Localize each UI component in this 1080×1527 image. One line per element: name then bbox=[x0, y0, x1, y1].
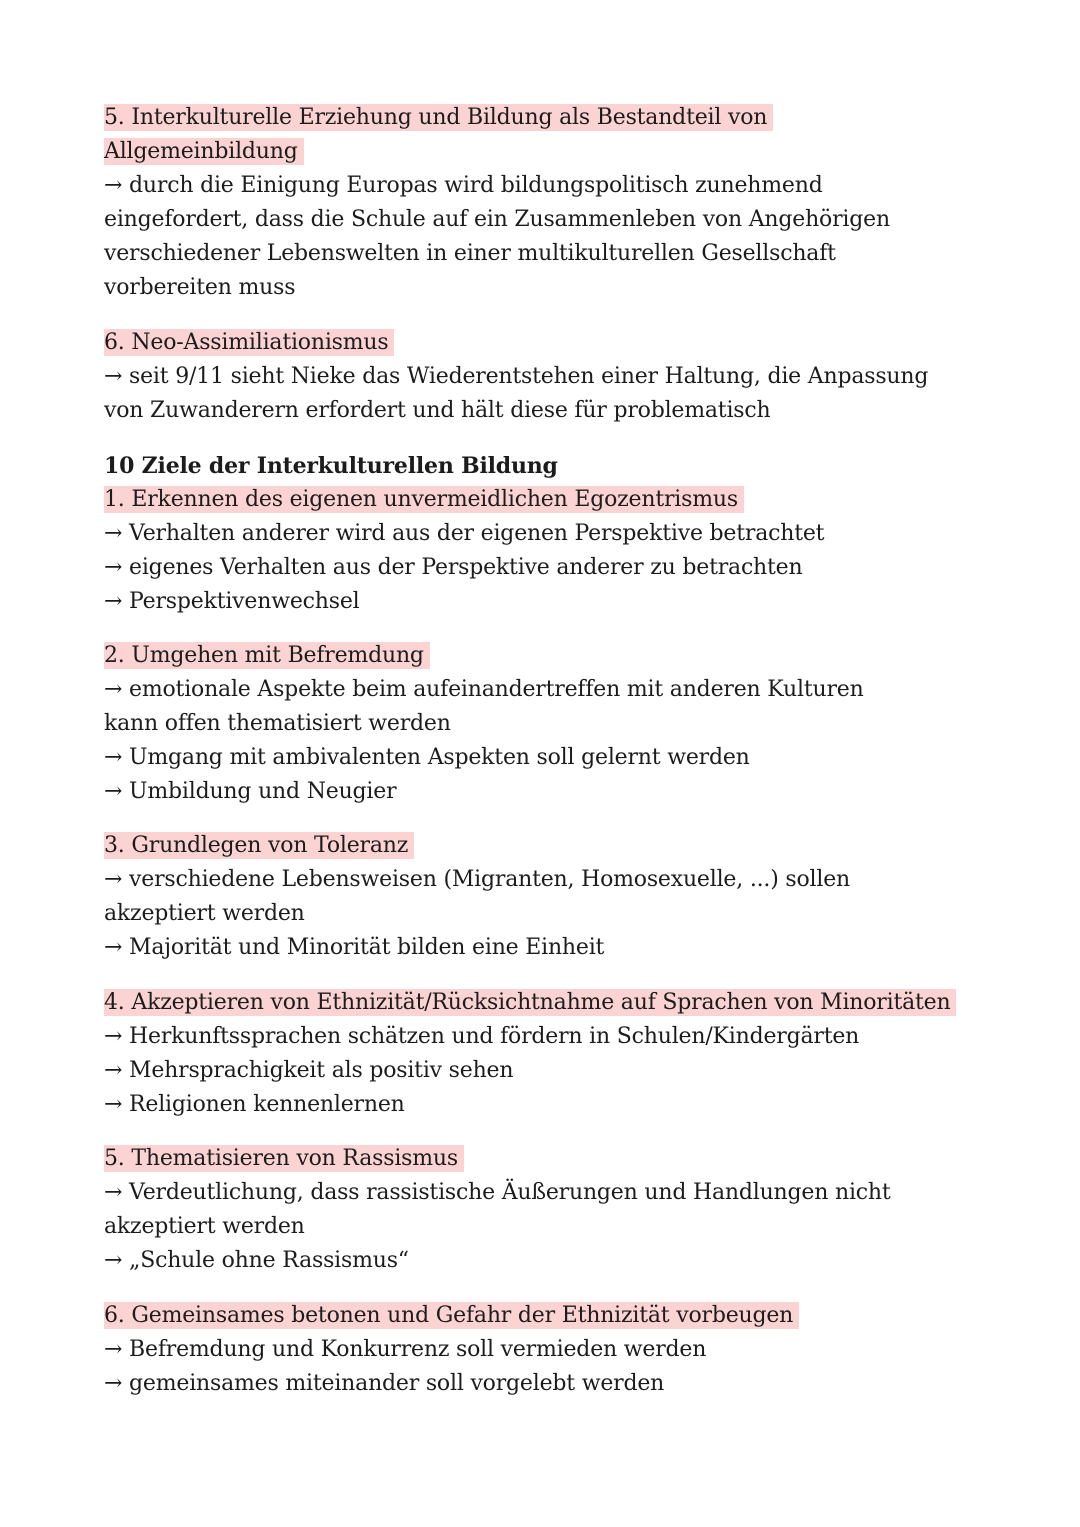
goal-line: → Perspektivenwechsel bbox=[104, 589, 360, 614]
goal-line: → Umbildung und Neugier bbox=[104, 779, 397, 804]
goal-6 bbox=[104, 1299, 984, 1401]
goals-heading: 10 Ziele der Interkulturellen Bildung bbox=[104, 453, 558, 479]
goal-title: 1. Erkennen des eigenen unvermeidlichen Egozentrismus bbox=[104, 486, 744, 513]
goal-line: akzeptiert werden bbox=[104, 901, 305, 926]
goal-line: → Umgang mit ambivalenten Aspekten soll gelernt werden bbox=[104, 745, 750, 770]
goal-line: → Religionen kennenlernen bbox=[104, 1092, 405, 1117]
goal-line: → Herkunftssprachen schätzen und fördern in Schulen/Kindergärten bbox=[104, 1024, 860, 1049]
goal-line: → „Schule ohne Rassismus“ bbox=[104, 1248, 409, 1273]
goal-line: → verschiedene Lebensweisen (Migranten, Homosexuelle, ...) sollen bbox=[104, 867, 850, 892]
goal-line: akzeptiert werden bbox=[104, 1214, 305, 1239]
goal-line: → Majorität und Minorität bilden eine Einheit bbox=[104, 935, 605, 960]
goal-line: → eigenes Verhalten aus der Perspektive anderer zu betrachten bbox=[104, 555, 803, 580]
goal-4 bbox=[104, 986, 984, 1122]
goal-line: → Verdeutlichung, dass rassistische Äußerungen und Handlungen nicht bbox=[104, 1180, 891, 1205]
goal-3 bbox=[104, 829, 984, 965]
section-body-line: eingefordert, dass die Schule auf ein Zusammenleben von Angehörigen bbox=[104, 207, 890, 232]
goal-title: 5. Thematisieren von Rassismus bbox=[104, 1145, 464, 1172]
goal-line: kann offen thematisiert werden bbox=[104, 711, 451, 736]
section-neo-assimiliationismus bbox=[104, 326, 984, 428]
section-body-line: → durch die Einigung Europas wird bildungspolitisch zunehmend bbox=[104, 173, 823, 198]
section-title-line: 5. Interkulturelle Erziehung und Bildung als Bestandteil von bbox=[104, 104, 773, 131]
goal-line: → Verhalten anderer wird aus der eigenen Perspektive betrachtet bbox=[104, 521, 825, 546]
goal-1 bbox=[104, 449, 984, 619]
section-body-line: verschiedener Lebenswelten in einer multikulturellen Gesellschaft bbox=[104, 241, 836, 266]
goal-line: → Befremdung und Konkurrenz soll vermieden werden bbox=[104, 1337, 707, 1362]
section-title-line: 6. Neo-Assimiliationismus bbox=[104, 329, 394, 356]
goal-line: → Mehrsprachigkeit als positiv sehen bbox=[104, 1058, 514, 1083]
section-title-line: Allgemeinbildung bbox=[104, 138, 304, 165]
goal-title: 4. Akzeptieren von Ethnizität/Rücksichtnahme auf Sprachen von Minoritäten bbox=[104, 989, 956, 1016]
document-page bbox=[104, 101, 984, 1422]
goal-title: 2. Umgehen mit Befremdung bbox=[104, 642, 430, 669]
section-body-line: vorbereiten muss bbox=[104, 275, 296, 300]
goal-2 bbox=[104, 639, 984, 809]
goal-title: 6. Gemeinsames betonen und Gefahr der Ethnizität vorbeugen bbox=[104, 1302, 799, 1329]
goal-title: 3. Grundlegen von Toleranz bbox=[104, 832, 414, 859]
goal-line: → gemeinsames miteinander soll vorgelebt werden bbox=[104, 1371, 665, 1396]
section-body-line: von Zuwanderern erfordert und hält diese für problematisch bbox=[104, 398, 771, 423]
section-interkulturelle-erziehung bbox=[104, 101, 984, 305]
goal-5 bbox=[104, 1142, 984, 1278]
section-body-line: → seit 9/11 sieht Nieke das Wiederentstehen einer Haltung, die Anpassung bbox=[104, 364, 929, 389]
goal-line: → emotionale Aspekte beim aufeinandertreffen mit anderen Kulturen bbox=[104, 677, 864, 702]
